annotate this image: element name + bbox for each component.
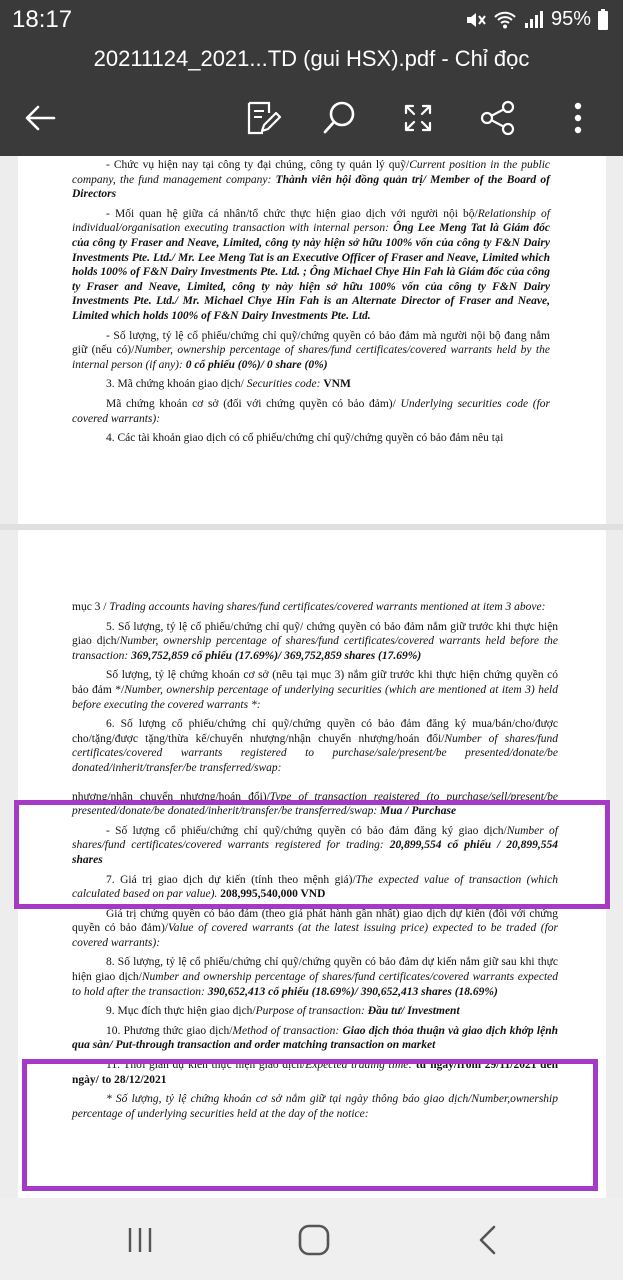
pdf-page-1	[18, 156, 606, 524]
navigation-bar	[0, 1198, 623, 1280]
paragraph: nhượng/nhận chuyển nhượng/hoán đổi)/Type of transaction registered (to purchase/sell/present/be presented/donate/be donated/inherit/transfer/be transferred/swap: Mua / Purchase	[72, 790, 558, 818]
home-icon[interactable]	[294, 1220, 334, 1260]
title-bar	[0, 40, 623, 80]
highlight-box	[14, 800, 610, 909]
paragraph: 3. Mã chứng khoán giao dịch/ Securities code: VNM	[106, 378, 351, 391]
paragraph: 7. Giá trị giao dịch dự kiến (tính theo mệnh giá)/The expected value of transaction (which calculated based on par value). 208,995,540,000 VND	[72, 873, 558, 901]
paragraph: mục 3 / Trading accounts having shares/fund certificates/covered warrants mentioned at item 3 above:	[72, 601, 546, 613]
paragraph: - Số lượng, tỷ lệ cổ phiếu/chứng chỉ quỹ/chứng quyền có bảo đảm mà người nội bộ đang nắm giữ (nếu có)/Number, ownership percentage of shares/fund certificates/covered warrants held by the internal person (if any): 0 cổ phiếu (0%)/ 0 share (0%)	[72, 329, 550, 371]
share-icon[interactable]	[478, 98, 518, 138]
paragraph: - Chức vụ hiện nay tại công ty đại chúng, công ty quản lý quỹ/Current position in the public company, the fund management company: Thành viên hội đồng quản trị/ Member of the Board of Directors	[72, 159, 551, 201]
paragraph: 4. Các tài khoản giao dịch có cổ phiếu/chứng chỉ quỹ/chứng quyền có bảo đảm nêu tại	[106, 432, 504, 445]
paragraph: * Số lượng, tỷ lệ chứng khoán cơ sở nắm giữ tại ngày thông báo giao dịch/Number,ownership percentage of underlying securities held at the day of the notice:	[72, 1093, 558, 1120]
document-title: 20211124_2021...TD (gui HSX).pdf - Chỉ đọc	[93, 46, 530, 71]
paragraph: Mã chứng khoán cơ sở (đối với chứng quyền có bảo đảm)/ Underlying securities code (for covered warrants):	[72, 397, 550, 425]
highlight-box	[22, 1059, 598, 1191]
status-time: 18:17	[12, 6, 73, 33]
back-icon[interactable]	[468, 1220, 508, 1260]
edit-icon[interactable]	[242, 98, 282, 138]
paragraph: 8. Số lượng, tỷ lệ cổ phiếu/chứng chỉ quỹ/chứng quyền có bảo đảm dự kiến nắm giữ sau khi thực hiện giao dịch/Number and ownership percentage of shares/fund certificates/covered warrants expected to hold after the transaction: 390,652,413 cổ phiếu (18.69%)/ 390,652,413 shares (18.69%)	[72, 956, 558, 998]
paragraph: 10. Phương thức giao dịch/Method of transaction: Giao dịch thỏa thuận và giao dịch khớp lệnh qua sàn/ Put-through transaction and order matching transaction on market	[72, 1024, 558, 1052]
recents-icon[interactable]	[120, 1220, 160, 1260]
wifi-icon	[493, 10, 517, 30]
more-options-icon[interactable]	[558, 98, 598, 138]
battery-icon	[597, 9, 609, 31]
mute-icon	[465, 10, 487, 30]
paragraph: 6. Số lượng cổ phiếu/chứng chỉ quỹ/chứng quyền có bảo đảm đăng ký mua/bán/cho/được cho/tặng/được tặng/thừa kế/chuyển nhượng/nhận chuyển nhượng/hoán đổi/Number of shares/fund certificates/covered warrants registered to purchase/sale/present/be presented/donate/be donated/inherit/transfer/be transferred/swap:	[72, 718, 558, 774]
signal-icon	[523, 10, 545, 30]
search-icon[interactable]	[320, 98, 360, 138]
battery-percent: 95%	[550, 8, 591, 30]
paragraph: Giá trị chứng quyền có bảo đảm (theo giá phát hành gần nhất) giao dịch dự kiến (đối với chứng quyền có bảo đảm)/Value of covered warrants (at the latest issuing price) expected to be traded (for covered warrants):	[72, 907, 558, 949]
paragraph: 9. Mục đích thực hiện giao dịch/Purpose of transaction: Đầu tư/ Investment	[106, 1005, 460, 1018]
paragraph: Số lượng, tỷ lệ chứng khoán cơ sở (nêu tại mục 3) nắm giữ trước khi thực hiện chứng quyền có bảo đảm */Number, ownership percentage of underlying securities (which are mentioned at item 3) held before executing the covered warrants *:	[72, 669, 558, 711]
status-icons	[465, 8, 609, 31]
toolbar	[0, 80, 623, 156]
paragraph: - Số lượng cổ phiếu/chứng chỉ quỹ/chứng quyền có bảo đảm đăng ký giao dịch/Number of shares/fund certificates/covered warrants registered for trading: 20,899,554 cổ phiếu / 20,899,554 shares	[72, 824, 559, 866]
paragraph: 11. Thời gian dự kiến thực hiện giao dịch/Expected trading time: từ ngày/from 29/11/2021 đến ngày/ to 28/12/2021	[72, 1059, 559, 1086]
back-arrow-icon[interactable]	[20, 98, 60, 138]
fullscreen-icon[interactable]	[398, 98, 438, 138]
status-bar	[0, 0, 623, 40]
paragraph: 5. Số lượng, tỷ lệ cổ phiếu/chứng chỉ quỹ/ chứng quyền có bảo đảm nắm giữ trước khi thực hiện giao dịch/Number, ownership percentage of shares/fund certificates/covered warrants held before the transaction: 369,752,859 cổ phiếu (17.69%)/ 369,752,859 shares (17.69%)	[72, 620, 558, 662]
paragraph: - Mối quan hệ giữa cá nhân/tổ chức thực hiện giao dịch với người nội bộ/Relationship of individual/organisation executing transaction with internal person: Ông Lee Meng Tat là Giám đốc của công ty Fraser and Neave, Limited, công ty này hiện sở hữu 100% vốn của công ty F&N Dairy Investments Pte. Ltd./ Mr. Lee Meng Tat is an Executive Officer of Fraser and Neave, Limited which holds 100% of F&N Dairy Investments Pte. Ltd. ; Ông Michael Chye Hin Fah là Giám đốc của công ty Fraser and Neave, Limited, công ty này hiện sở hữu 100% vốn của công ty F&N Dairy Investments Pte. Ltd./ Mr. Michael Chye Hin Fah is an Alternate Director of Fraser and Neave, Limited which holds 100% of F&N Dairy Investments Pte. Ltd.	[72, 207, 550, 322]
